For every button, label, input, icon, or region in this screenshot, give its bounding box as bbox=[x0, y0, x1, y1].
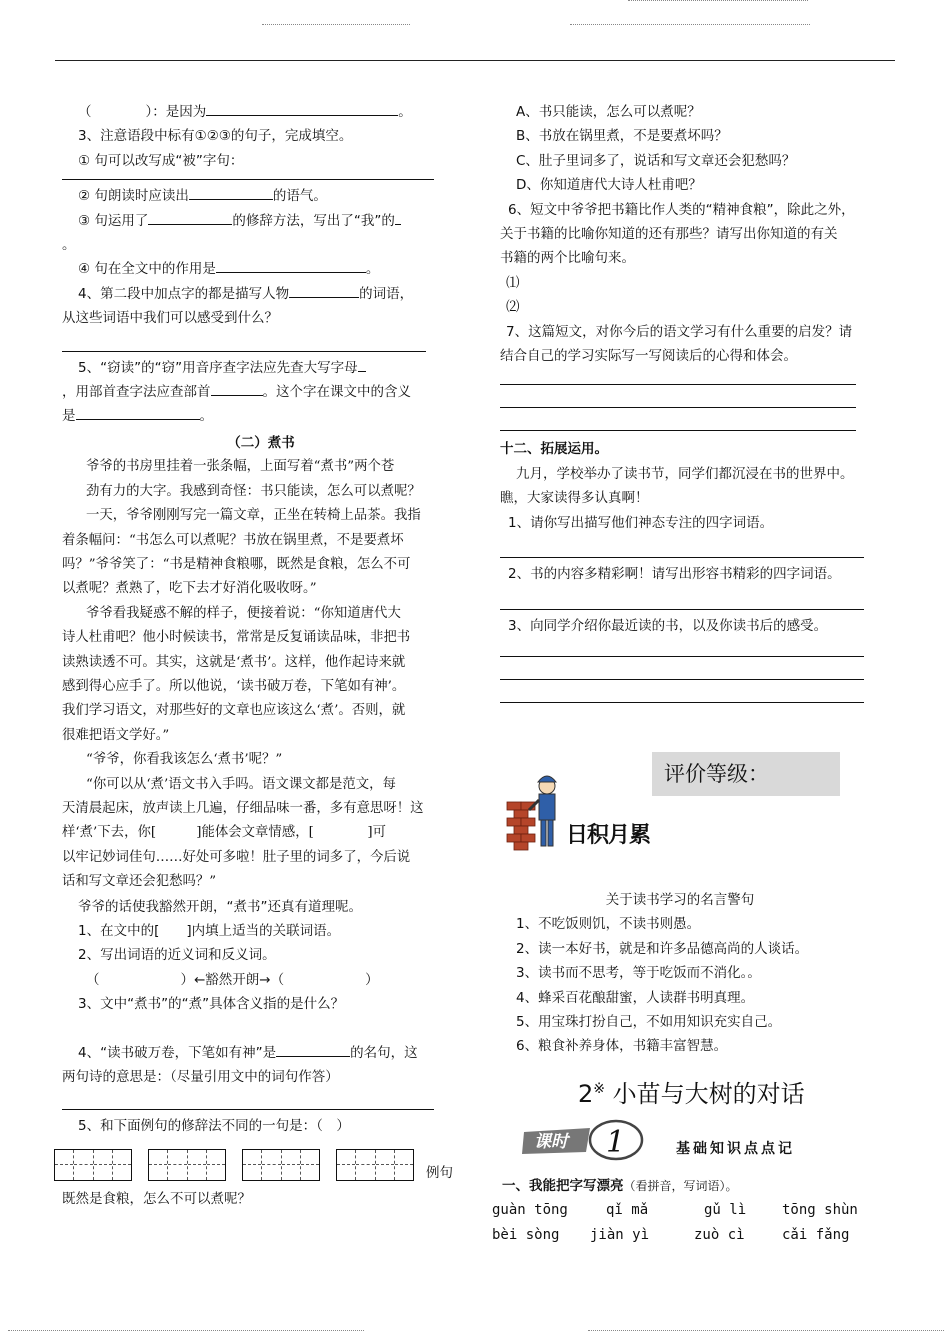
grid-cell-group bbox=[54, 1149, 132, 1181]
q7-cont: 结合自己的学习实际写一写阅读后的心得和体会。 bbox=[500, 348, 797, 365]
header-dots-top bbox=[628, 0, 808, 1]
example-label: 例句 bbox=[426, 1164, 453, 1181]
q6-cont: 关于书籍的比喻你知道的还有那些？请写出你知道的有关 bbox=[500, 226, 838, 243]
story-line: 爷爷的书房里挂着一张条幅，上面写着“煮书”两个苍 bbox=[86, 459, 395, 475]
story-line: 爷爷看我疑惑不解的样子，便接着说：“你知道唐代大 bbox=[86, 605, 401, 621]
option-d: D、你知道唐代大诗人杜甫吧？ bbox=[516, 177, 702, 194]
task1-title: 一、我能把字写漂亮（看拼音，写词语）。 bbox=[502, 1178, 738, 1194]
pinyin: cǎi fǎng bbox=[782, 1227, 850, 1243]
option-a: A、书只能读，怎么可以煮呢？ bbox=[516, 104, 701, 120]
q2-tail: （ ）：是因为 。 bbox=[62, 100, 460, 124]
pinyin: gǔ lì bbox=[704, 1202, 747, 1218]
q3-4: ④ 句在全文中的作用是 。 bbox=[62, 257, 460, 281]
pinyin: tōng shùn bbox=[782, 1202, 858, 1218]
quote-item: 4、蜂采百花酿甜蜜，人读群书明真理。 bbox=[516, 989, 755, 1006]
grid-cell-group bbox=[148, 1149, 226, 1181]
sq4-cont: 两句诗的意思是：（尽量引用文中的词句作答） bbox=[62, 1069, 339, 1086]
section12-intro: 九月，学校举办了读书节，同学们都沉浸在书的世界中。 bbox=[516, 465, 854, 482]
sq2-antonyms: （ ）←豁然开朗→（ ） bbox=[86, 971, 379, 988]
sq5: 5、和下面例句的修辞法不同的一句是：（ ） bbox=[78, 1118, 350, 1135]
answer-line bbox=[500, 384, 856, 385]
story-line: 样‘煮’下去，你[ ]能体会文章情感，[ ]可 bbox=[62, 825, 387, 841]
pinyin: zuò cì bbox=[694, 1227, 745, 1243]
story-line: 以牢记妙词佳句……好处可多啦！肚子里的词多了，今后说 bbox=[62, 849, 411, 865]
quotes-block bbox=[500, 888, 908, 1059]
story-end: 爷爷的话使我豁然开朗，“煮书”还真有道理呢。 bbox=[78, 898, 362, 915]
answer-line bbox=[62, 179, 434, 180]
quote-item: 2、读一本好书，就是和许多品德高尚的人谈话。 bbox=[516, 940, 809, 957]
answer-line bbox=[500, 702, 864, 703]
q6: 6、短文中爷爷把书籍比作人类的“精神食粮”，除此之外， bbox=[508, 201, 855, 218]
section12-q2: 2、书的内容多精彩啊！请写出形容书精彩的四字词语。 bbox=[508, 566, 841, 583]
story-title: （二）煮书 bbox=[227, 434, 295, 451]
q3-1: ① 句可以改写成“被”字句： bbox=[78, 152, 244, 169]
option-b: B、书放在锅里煮，不是要煮坏吗？ bbox=[516, 128, 728, 145]
right-column bbox=[500, 100, 908, 703]
q3: 3、注意语段中标有①②③的句子，完成填空。 bbox=[78, 128, 353, 145]
evaluation-box: 评价等级： bbox=[652, 752, 840, 796]
q4: 4、第二段中加点字的都是描写人物 的词语， bbox=[62, 282, 460, 306]
story-line: “爷爷，你看我该怎么‘煮书’呢？” bbox=[86, 752, 283, 768]
section12-q3: 3、向同学介绍你最近读的书，以及你读书后的感受。 bbox=[508, 617, 828, 634]
sq2: 2、写出词语的近义词和反义词。 bbox=[78, 947, 276, 964]
header-rule bbox=[55, 60, 895, 61]
section12-title: 十二、拓展运用。 bbox=[500, 441, 608, 458]
story-line: “你可以从‘煮’语文书入手吗。语文课文都是范文，每 bbox=[86, 776, 396, 792]
sq3: 3、文中“煮书”的“煮”具体含义指的是什么？ bbox=[78, 996, 345, 1013]
grid-cell-group bbox=[336, 1149, 414, 1181]
header-dots-left bbox=[262, 24, 410, 25]
left-column bbox=[62, 100, 460, 1211]
sq1: 1、在文中的[ ]内填上适当的关联词语。 bbox=[78, 923, 341, 939]
writing-grid bbox=[62, 1145, 460, 1185]
quote-item: 6、粮食补养身体，书籍丰富智慧。 bbox=[516, 1038, 728, 1055]
story-line: 很难把语文学好。” bbox=[62, 727, 170, 743]
answer-line bbox=[500, 609, 864, 610]
grid-cell-group bbox=[242, 1149, 320, 1181]
answer-line bbox=[500, 430, 856, 431]
answer-line bbox=[500, 656, 864, 657]
q6-cont: 书籍的两个比喻句来。 bbox=[500, 250, 635, 267]
lesson-badge bbox=[520, 1118, 660, 1162]
footer-dots-right bbox=[588, 1330, 944, 1331]
q5: 5、“窃读”的“窃”用音序查字法应先查大写字母 bbox=[62, 356, 460, 380]
pinyin: guàn tōng bbox=[492, 1202, 568, 1218]
q6-item2: ⑵ bbox=[506, 299, 520, 316]
story-line: 诗人杜甫吧？他小时候读书，常常是反复诵读品味，非把书 bbox=[62, 630, 411, 646]
story-line: 吗？”爷爷笑了：“书是精神食粮哪，既然是食粮，怎么不可 bbox=[62, 556, 411, 572]
quote-item: 1、不吃饭则饥，不读书则愚。 bbox=[516, 916, 701, 933]
example-sentence: 既然是食粮，怎么不可以煮呢？ bbox=[62, 1190, 251, 1207]
footer-dots-left bbox=[8, 1330, 364, 1331]
q7: 7、这篇短文，对你今后的语文学习有什么重要的启发？请 bbox=[506, 323, 853, 340]
answer-line bbox=[500, 679, 864, 680]
answer-line bbox=[500, 557, 864, 558]
pinyin: bèi sòng bbox=[492, 1227, 560, 1243]
sq4: 4、“读书破万卷，下笔如有神”是 的名句，这 bbox=[62, 1041, 460, 1065]
rijiyuelei-label: 日积月累 bbox=[566, 823, 651, 848]
answer-line bbox=[500, 407, 856, 408]
q3-2: ② 句朗读时应读出 的语气。 bbox=[62, 184, 460, 208]
q3-3-end: 。 bbox=[62, 237, 76, 254]
q3-3: ③ 句运用了 的修辞方法，写出了“我”的 bbox=[62, 209, 460, 233]
lesson-title: 2※ 小苗与大树的对话 bbox=[578, 1080, 805, 1108]
quote-item: 3、读书而不思考，等于吃饭而不消化。。 bbox=[516, 965, 761, 982]
q4-cont: 从这些词语中我们可以感受到什么？ bbox=[62, 310, 278, 327]
section12-q1: 1、请你写出描写他们神态专注的四字词语。 bbox=[508, 514, 774, 531]
story-line: 以煮呢？煮熟了，吃下去才好消化吸收呀。” bbox=[62, 581, 317, 597]
story-line: 我们学习语文，对那些好的文章也应该这么‘煮’。否则，就 bbox=[62, 703, 406, 719]
badge-word: 课时 bbox=[534, 1132, 568, 1152]
answer-line bbox=[62, 1109, 434, 1110]
badge-number: 1 bbox=[606, 1125, 626, 1160]
option-c: C、肚子里词多了，说话和写文章还会犯愁吗？ bbox=[516, 152, 796, 169]
quotes-title: 关于读书学习的名言警句 bbox=[605, 892, 755, 908]
story-line: 话和写文章还会犯愁吗？” bbox=[62, 874, 217, 890]
answer-line bbox=[62, 351, 426, 352]
pinyin: qǐ mǎ bbox=[606, 1202, 649, 1218]
pinyin: jiàn yì bbox=[590, 1227, 650, 1243]
quote-item: 5、用宝珠打扮自己，不如用知识充实自己。 bbox=[516, 1014, 782, 1031]
q5-cont: ，用部首查字法应查部首 。这个字在课文中的含义 bbox=[62, 380, 460, 404]
story-line: 着条幅问：“书怎么可以煮呢？书放在锅里煮，不是要煮坏 bbox=[62, 532, 404, 548]
story-line: 感到得心应手了。所以他说，‘读书破万卷，下笔如有神’。 bbox=[62, 678, 406, 694]
story-line: 劲有力的大字。我感到奇怪：书只能读，怎么可以煮呢？ bbox=[86, 483, 421, 499]
badge-text: 基础知识点点记 bbox=[676, 1141, 795, 1157]
header-dots-right bbox=[570, 24, 810, 25]
story-line: 天清晨起床，放声读上几遍，仔细品味一番，多有意思呀！这 bbox=[62, 800, 424, 816]
q6-item1: ⑴ bbox=[506, 274, 520, 291]
q5-end: 是 。 bbox=[62, 404, 460, 428]
story-line: 一天，爷爷刚刚写完一篇文章，正坐在转椅上品茶。我指 bbox=[86, 508, 421, 524]
section12-intro2: 瞧，大家读得多认真啊！ bbox=[500, 490, 649, 507]
story-line: 读熟读透不可。其实，这就是‘煮书’。这样，他作起诗来就 bbox=[62, 654, 406, 670]
